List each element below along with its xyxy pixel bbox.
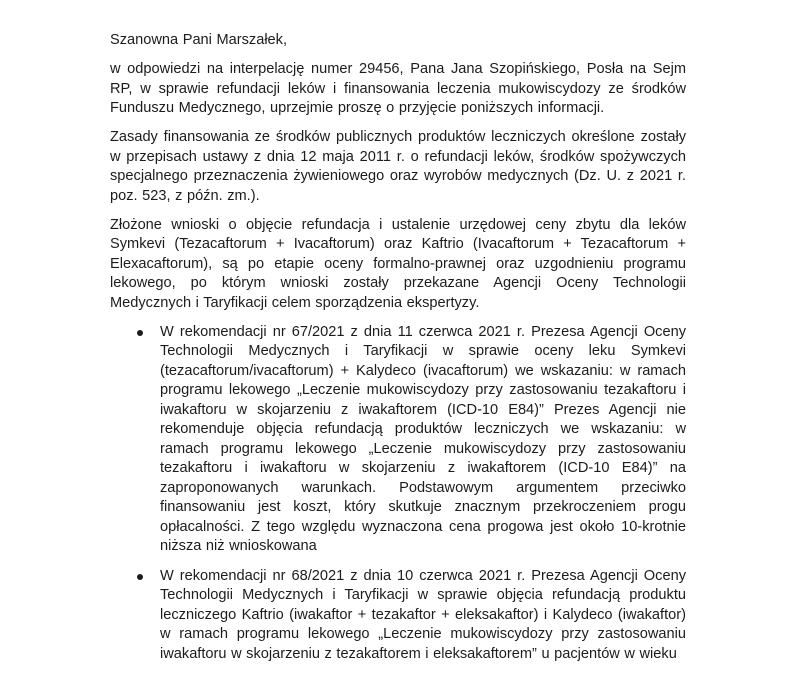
bullet-icon <box>137 574 143 580</box>
list-item-recommendation-68-2021 <box>110 567 686 665</box>
paragraph-intro: w odpowiedzi na interpelację numer 29456, Pana Jana Szopińskiego, Posła na Sejm RP, w sprawie refundacji leków i finansowania leczenia mukowiscydozy ze środków Funduszu Medycznego, uprzejmie proszę o przyjęcie poniższych informacji. <box>110 61 686 116</box>
list-item-text: W rekomendacji nr 67/2021 z dnia 11 czerwca 2021 r. Prezesa Agencji Oceny Technologii Medycznych i Taryfikacji w sprawie oceny leku Symkevi (tezacaftorum/ivacaftorum) + Kalydeco (ivacaftorum) we wskazaniu: w ramach programu lekowego „Leczenie mukowiscydozy przy zastosowaniu tezakaftoru i iwakaftoru w skojarzeniu z iwakaftorem (ICD-10 E84)” Prezes Agencji nie rekomenduje objęcia refundacją produktów leczniczych we wskazaniu: w ramach programu lekowego „Leczenie mukowiscydozy przy zastosowaniu tezakaftoru i iwakaftoru w skojarzeniu z iwakaftorem (ICD-10 E84)” na zaproponowanych warunkach. Podstawowym argumentem przeciwko finansowaniu jest koszt, który skutkuje znacznym przekroczeniem progu opłacalności. Z tego względu wyznaczona cena progowa jest około 10-krotnie niższa niż wnioskowana <box>160 323 686 554</box>
paragraph-legal-basis: Zasady finansowania ze środków publicznych produktów leczniczych określone zostały w przepisach ustawy z dnia 12 maja 2011 r. o refundacji leków, środków spożywczych specjalnego przeznaczenia żywieniowego oraz wyrobów medycznych (Dz. U. z 2021 r. poz. 523, z późn. zm.). <box>110 129 686 204</box>
bullet-icon <box>137 330 143 336</box>
paragraph-applications: Złożone wnioski o objęcie refundacja i ustalenie urzędowej ceny zbytu dla leków Symkevi (Tezacaftorum + Ivacaftorum) oraz Kaftrio (Ivacaftorum + Tezacaftorum + Elexacaftorum), są po etapie oceny formalno-prawnej oraz uzgodnieniu programu lekowego, po którym wnioski zostały przekazane Agencji Oceny Technologii Medycznych i Taryfikacji celem sporządzenia ekspertyzy. <box>110 216 686 311</box>
recommendations-list <box>110 323 686 665</box>
list-item-text: W rekomendacji nr 68/2021 z dnia 10 czerwca 2021 r. Prezesa Agencji Oceny Technologii Medycznych i Taryfikacji w sprawie objęcia refundacją produktu leczniczego Kaftrio (iwakaftor + tezakaftor + eleksakaftor) i Kalydeco (iwakaftor) w ramach programu lekowego „Leczenie mukowiscydozy przy zastosowaniu iwakaftoru w skojarzeniu z tezakaftorem i eleksakaftorem” u pacjentów w wieku <box>160 567 686 662</box>
list-item-recommendation-67-2021 <box>110 323 686 557</box>
document-page <box>110 31 686 674</box>
salutation-line: Szanowna Pani Marszałek, <box>110 32 288 48</box>
